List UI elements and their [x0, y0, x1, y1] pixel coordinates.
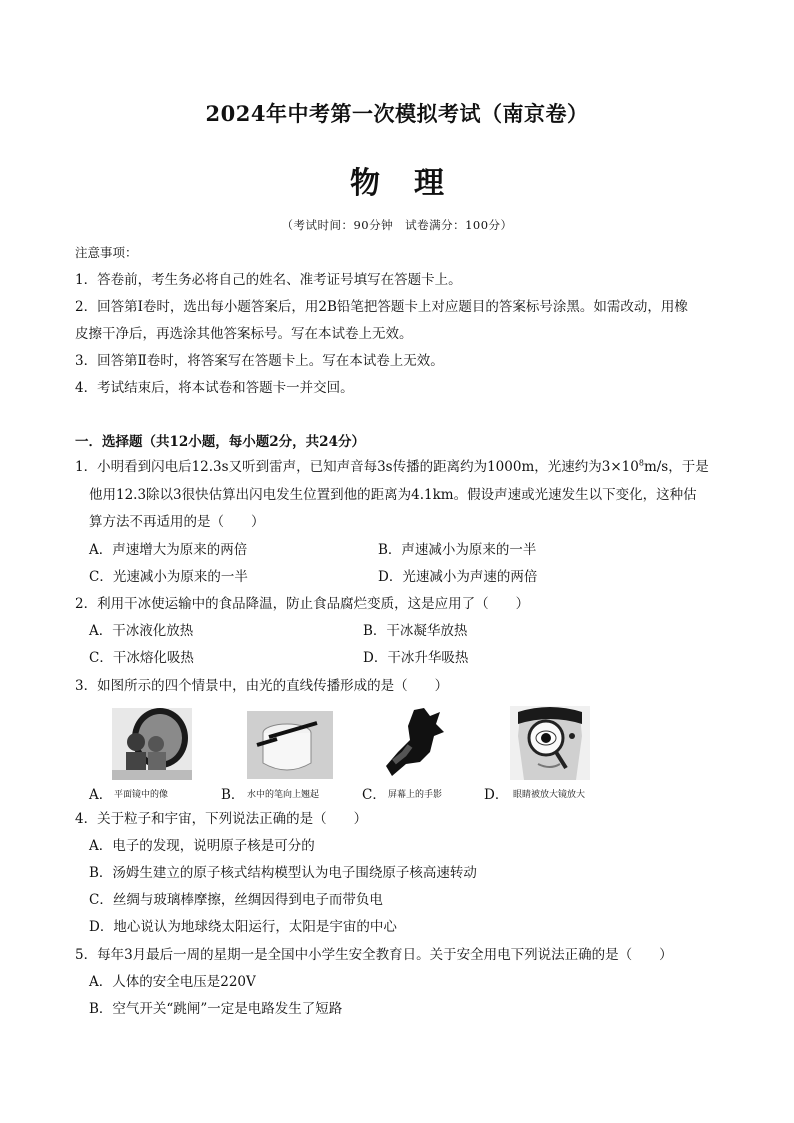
q1-stem-line-1 — [75, 457, 709, 477]
q2-option-b: B．干冰凝华放热 — [363, 623, 468, 639]
notice-item-2-cont: 皮擦干净后，再选涂其他答案标号。写在本试卷上无效。 — [75, 326, 413, 342]
hand-shadow-illustration — [384, 706, 462, 780]
notice-heading: 注意事项： — [75, 245, 138, 260]
q2-option-a: A．干冰液化放热 — [89, 623, 194, 639]
q3-option-c-caption: 屏幕上的手影 — [388, 790, 443, 800]
q3-picture-c — [384, 706, 462, 780]
q4-option-b: B．汤姆生建立的原子核式结构模型认为电子围绕原子核高速转动 — [89, 865, 477, 881]
q3-picture-b — [247, 711, 333, 779]
q1-option-c: C．光速减小为原来的一半 — [89, 569, 248, 585]
q5-option-b: B．空气开关“跳闸”一定是电路发生了短路 — [89, 1001, 343, 1017]
q2-option-d: D．干冰升华吸热 — [363, 650, 469, 666]
magnifier-illustration — [510, 706, 590, 780]
q3-stem: 3．如图所示的四个情景中，由光的直线传播形成的是（ ） — [75, 678, 449, 694]
notice-item-3: 3．回答第Ⅱ卷时，将答案写在答题卡上。写在本试卷上无效。 — [75, 353, 444, 369]
q5-option-a: A．人体的安全电压是220V — [89, 974, 256, 990]
q1-exponent: 8 — [638, 458, 644, 468]
q4-stem: 4．关于粒子和宇宙，下列说法正确的是（ ） — [75, 811, 368, 827]
q1-text-b: m/s，于是 — [643, 459, 709, 475]
q3-picture-a — [112, 708, 192, 780]
q1-option-b: B．声速减小为原来的一半 — [378, 542, 537, 558]
exam-title: 2024年中考第一次模拟考试（南京卷） — [205, 101, 589, 126]
q1-text-a: 1．小明看到闪电后12.3s又听到雷声，已知声音每3s传播的距离约为1000m，光速约为3×10 — [75, 459, 639, 475]
q1-stem-line-3: 算方法不再适用的是（ ） — [89, 514, 265, 530]
q4-option-a: A．电子的发现，说明原子核是可分的 — [89, 838, 315, 854]
q4-option-c: C．丝绸与玻璃棒摩擦，丝绸因得到电子而带负电 — [89, 892, 383, 908]
q1-option-d: D．光速减小为声速的两倍 — [378, 569, 538, 585]
subject-title: 物理 — [350, 166, 478, 201]
q5-stem: 5．每年3月最后一周的星期一是全国中小学生安全教育日。关于安全用电下列说法正确的是（ ） — [75, 947, 673, 963]
q3-option-b-caption: 水中的笔向上翘起 — [247, 790, 320, 800]
q4-option-d: D．地心说认为地球绕太阳运行，太阳是宇宙的中心 — [89, 919, 397, 935]
q3-option-c-letter: C． — [362, 787, 386, 803]
pencil-in-water-illustration — [247, 711, 333, 779]
notice-item-2: 2．回答第Ⅰ卷时，选出每小题答案后，用2B铅笔把答题卡上对应题目的答案标号涂黑。如需改动，用橡 — [75, 299, 688, 315]
section-heading: 一．选择题（共12小题，每小题2分，共24分） — [75, 434, 365, 450]
q1-option-a: A．声速增大为原来的两倍 — [89, 542, 248, 558]
notice-item-1: 1．答卷前，考生务必将自己的姓名、准考证号填写在答题卡上。 — [75, 272, 462, 288]
q2-stem: 2．利用干冰使运输中的食品降温，防止食品腐烂变质，这是应用了（ ） — [75, 596, 530, 612]
q3-option-b-letter: B． — [221, 787, 245, 803]
mirror-photo-illustration — [112, 708, 192, 780]
q3-option-d-letter: D． — [484, 787, 509, 803]
q1-stem-line-2: 他用12.3除以3很快估算出闪电发生位置到他的距离为4.1km。假设声速或光速发生以下变化，这种估 — [89, 487, 697, 503]
q3-option-a-letter: A． — [89, 787, 113, 803]
q3-picture-d — [510, 706, 590, 780]
q2-option-c: C．干冰熔化吸热 — [89, 650, 194, 666]
q3-option-a-caption: 平面镜中的像 — [114, 790, 169, 800]
q3-option-d-caption: 眼睛被放大镜放大 — [513, 790, 586, 800]
exam-time-note: （考试时间：90分钟 试卷满分：100分） — [281, 218, 513, 232]
notice-item-4: 4．考试结束后，将本试卷和答题卡一并交回。 — [75, 380, 354, 396]
